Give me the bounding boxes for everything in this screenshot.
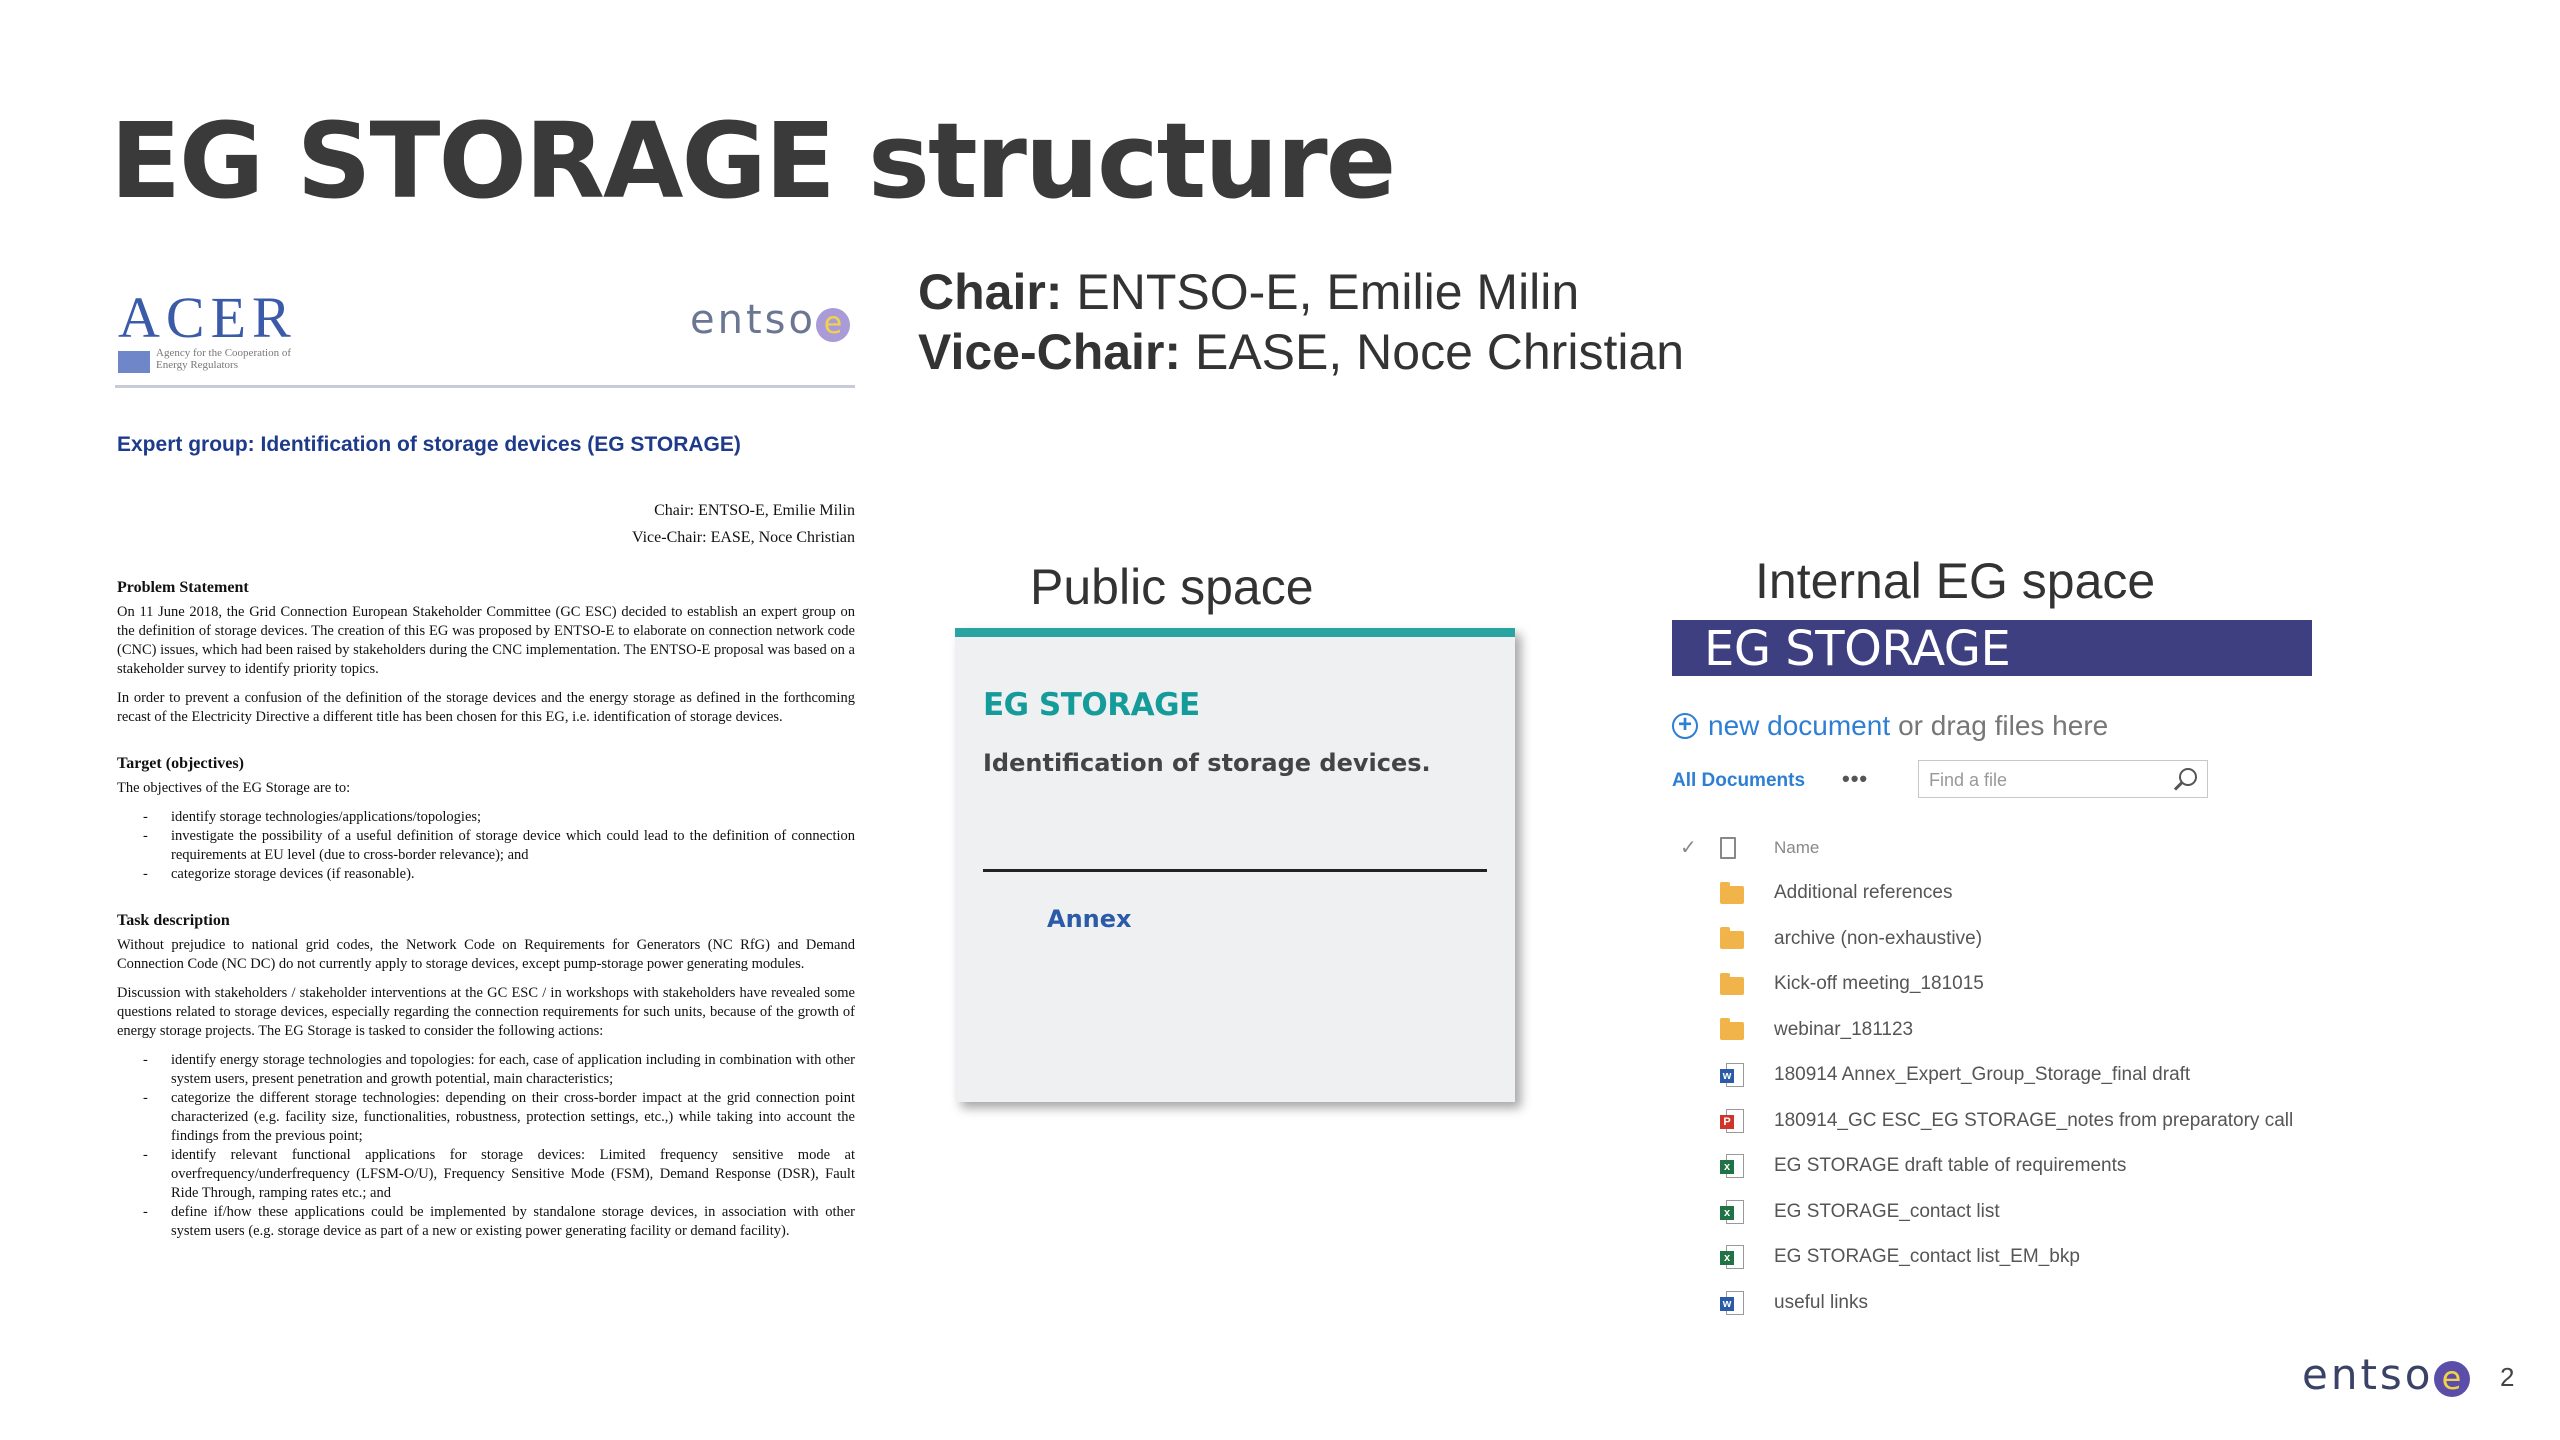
list-item-name[interactable]: useful links [1774, 1291, 1868, 1313]
list-item-name[interactable]: EG STORAGE_contact list [1774, 1200, 2000, 1222]
add-icon[interactable]: + [1672, 713, 1698, 739]
footer-logo-text: entso [2302, 1350, 2434, 1399]
entsoe-logo-e: e [816, 308, 850, 342]
folder-icon [1720, 1022, 1744, 1040]
excel-file-icon: x [1720, 1200, 1744, 1224]
file-type-icon [1720, 837, 1736, 859]
list-item-name[interactable]: webinar_181123 [1774, 1018, 1914, 1040]
sharepoint-banner: EG STORAGE [1672, 620, 2312, 676]
list-item[interactable] [1680, 871, 2340, 917]
target-intro: The objectives of the EG Storage are to: [117, 780, 351, 796]
search-placeholder: Find a file [1929, 770, 2008, 790]
slide-title: EG STORAGE structure [110, 100, 1395, 222]
vice-chair-label: Vice-Chair: [918, 324, 1182, 380]
folder-icon [1720, 977, 1744, 995]
excel-file-icon: x [1720, 1245, 1744, 1269]
select-all-check-icon[interactable]: ✓ [1680, 837, 1697, 860]
target-item: - categorize storage devices (if reasonable). [171, 865, 855, 884]
entsoe-footer-logo [2302, 1350, 2470, 1399]
list-item-name[interactable]: Additional references [1774, 882, 1953, 904]
list-header-row [1680, 825, 2340, 871]
document-library-list [1680, 825, 2340, 1326]
more-options-button[interactable]: ••• [1842, 766, 1869, 791]
chair-block [918, 262, 1684, 382]
folder-icon [1720, 886, 1744, 904]
list-item[interactable] [1680, 1007, 2340, 1053]
document-vice-chair-line: Vice-Chair: EASE, Noce Christian [632, 529, 855, 546]
vice-chair-value: EASE, Noce Christian [1194, 324, 1685, 380]
list-item[interactable] [1680, 916, 2340, 962]
chair-value: ENTSO-E, Emilie Milin [1076, 264, 1580, 320]
word-file-icon: w [1720, 1063, 1744, 1087]
document-page [115, 285, 855, 1365]
list-item[interactable] [1680, 1053, 2340, 1099]
problem-statement-title: Problem Statement [117, 579, 249, 596]
list-item-name[interactable]: EG STORAGE_contact list_EM_bkp [1774, 1246, 2080, 1268]
list-item-name[interactable]: 180914_GC ESC_EG STORAGE_notes from preparatory call [1774, 1109, 2294, 1131]
problem-paragraph: On 11 June 2018, the Grid Connection European Stakeholder Committee (GC ESC) decided to establish an expert group on the definition of storage devices. The creation of this EG was proposed by ENTSO-E to elaborate on connection network code (CNC) issues, which had been raised by stakeholders during the CNC implementation. The ENTSO-E proposal was based on a stakeholder survey to identify priority topics. [117, 604, 855, 677]
list-item-name[interactable]: EG STORAGE draft table of requirements [1774, 1155, 2127, 1177]
chair-label: Chair: [918, 264, 1063, 320]
drag-files-hint: or drag files here [1898, 710, 2109, 741]
list-item-name[interactable]: Kick-off meeting_181015 [1774, 973, 1984, 995]
entsoe-logo-text: entso [690, 297, 816, 343]
footer-logo-e: e [2434, 1361, 2470, 1397]
public-card-description: Identification of storage devices. [983, 749, 1431, 777]
entsoe-logo [690, 297, 850, 343]
document-chair-line: Chair: ENTSO-E, Emilie Milin [654, 502, 855, 519]
list-item[interactable] [1680, 1280, 2340, 1326]
public-space-card [955, 628, 1515, 1102]
task-item: - categorize the different storage technologies: depending on their cross-border impact at the grid connection point characterized (e.g. facility size, functionalities, robustness, protection settings, etc.,) while taking into account the findings from the previous point; [171, 1089, 855, 1146]
target-item: - investigate the possibility of a useful definition of storage device which could lead to the definition of connection requirements at EU level (due to cross-border relevance); and [171, 827, 855, 865]
problem-paragraph: In order to prevent a confusion of the definition of the storage devices and the energy storage as defined in the forthcoming recast of the Electricity Directive a different title has been chosen for this EG, i.e. identification of storage devices. [117, 690, 855, 725]
task-description-title: Task description [117, 912, 230, 929]
list-item[interactable] [1680, 1235, 2340, 1281]
annex-link[interactable]: Annex [1047, 905, 1132, 933]
list-item[interactable] [1680, 1098, 2340, 1144]
folder-icon [1720, 931, 1744, 949]
pdf-file-icon: P [1720, 1109, 1744, 1133]
acer-logo [118, 285, 318, 371]
all-documents-view[interactable]: All Documents [1672, 770, 1806, 791]
acer-logo-subtitle: Agency for the Cooperation of Energy Regulators [156, 347, 292, 371]
list-item[interactable] [1680, 1189, 2340, 1235]
new-document-bar [1672, 710, 2108, 742]
search-icon[interactable] [2179, 768, 2197, 786]
target-title: Target (objectives) [117, 755, 244, 772]
new-document-link[interactable]: new document [1708, 710, 1891, 741]
task-item: - define if/how these applications could be implemented by standalone storage devices, in association with other system users (e.g. storage device as part of a new or existing power generating facility or demand facility). [171, 1203, 855, 1241]
task-item: - identify energy storage technologies and topologies: for each, case of application including in combination with other system users, present penetration and growth potential, main characteristics; [171, 1051, 855, 1089]
document-heading: Expert group: Identification of storage devices (EG STORAGE) [117, 433, 741, 456]
public-space-label: Public space [1030, 559, 1314, 615]
list-item[interactable] [1680, 962, 2340, 1008]
document-header [115, 285, 855, 388]
acer-logo-text: ACER [118, 285, 297, 350]
list-item[interactable] [1680, 1144, 2340, 1190]
public-card-title: EG STORAGE [983, 687, 1200, 723]
internal-space-label: Internal EG space [1755, 553, 2156, 609]
target-item: - identify storage technologies/applications/topologies; [171, 808, 855, 827]
find-file-search[interactable] [1918, 760, 2208, 798]
name-column-header[interactable]: Name [1774, 837, 1820, 857]
acer-logo-mark [118, 351, 150, 373]
task-paragraph: Discussion with stakeholders / stakeholder interventions at the GC ESC / in workshops with stakeholders have revealed some questions related to storage devices, especially regarding the connection requirements for such units, because of the growth of energy storage projects. The EG Storage is tasked to consider the following actions: [117, 985, 855, 1039]
page-number: 2 [2500, 1362, 2515, 1392]
target-list [115, 808, 855, 884]
list-item-name[interactable]: 180914 Annex_Expert_Group_Storage_final draft [1774, 1064, 2191, 1086]
document-chairs [115, 497, 855, 551]
link-file-icon: w [1720, 1291, 1744, 1315]
excel-file-icon: x [1720, 1154, 1744, 1178]
task-list [115, 1051, 855, 1241]
task-paragraph: Without prejudice to national grid codes, the Network Code on Requirements for Generators (NC RfG) and Demand Connection Code (NC DC) do not currently apply to storage devices, except pump-storage power generating modules. [117, 937, 855, 972]
public-card-divider [983, 869, 1487, 872]
list-item-name[interactable]: archive (non-exhaustive) [1774, 927, 1983, 949]
task-item: - identify relevant functional applications for storage devices: Limited frequency sensitive mode at overfrequency/underfrequency (LFSM-O/U), Frequency Sensitive Mode (FSM), Demand Response (DSR), Fault Ride Through, ramping rates etc.; and [171, 1146, 855, 1203]
